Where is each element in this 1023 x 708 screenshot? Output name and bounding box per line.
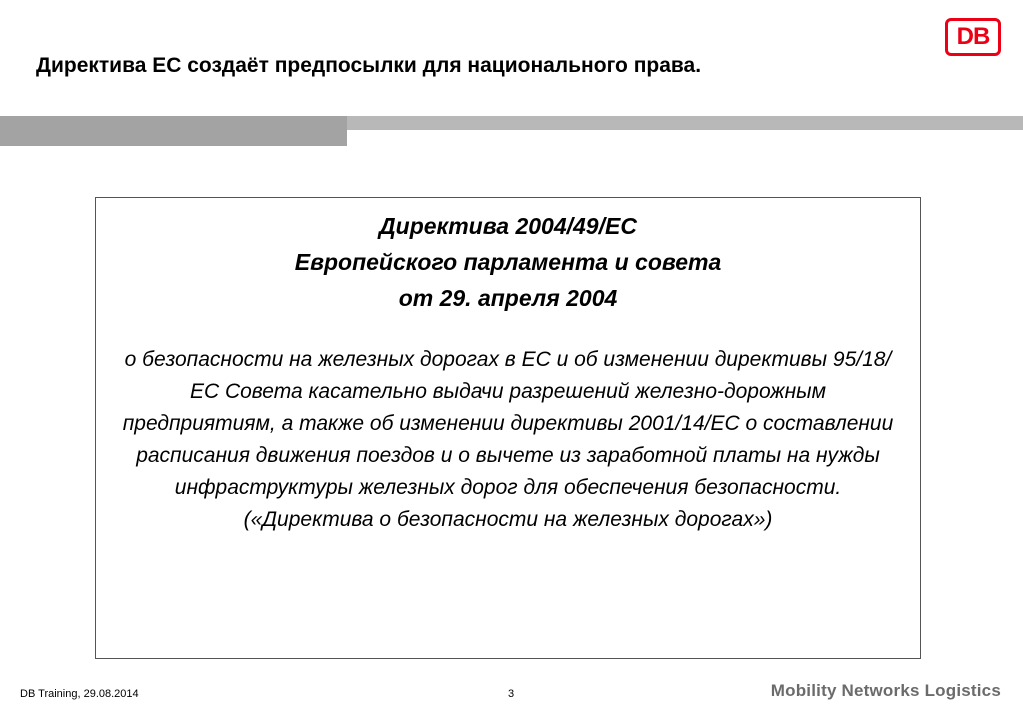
directive-short-name: («Директива о безопасности на железных дорогах») <box>243 508 773 531</box>
spacer <box>118 316 898 344</box>
db-logo <box>945 18 1001 56</box>
db-logo-text: DB <box>956 23 990 50</box>
directive-heading-line: Европейского парламента и совета <box>294 249 722 275</box>
directive-description <box>118 344 898 536</box>
directive-description-text: о безопасности на железных дорогах в ЕС и об изменении директивы 95/18/ЕС Совета касательно выдачи разрешений железно-дорожным предприятиям, а также об изменении директивы 2001/14/ЕС о составлении расписания движения поездов и о вычете из заработной платы на нужды инфраструктуры железных дорог для обеспечения безопасности. <box>122 348 894 499</box>
page-title: Директива ЕС создаёт предпосылки для национального права. <box>36 54 702 77</box>
directive-box <box>95 197 921 659</box>
footer-training-date: DB Training, 29.08.2014 <box>20 688 139 700</box>
directive-heading <box>118 208 898 316</box>
page-number: 3 <box>508 688 515 700</box>
footer-brand: Mobility Networks Logistics <box>770 681 1001 700</box>
directive-heading-line: от 29. апреля 2004 <box>398 285 618 311</box>
directive-heading-line: Директива 2004/49/ЕС <box>379 213 637 239</box>
header-accent-bar <box>0 116 347 146</box>
